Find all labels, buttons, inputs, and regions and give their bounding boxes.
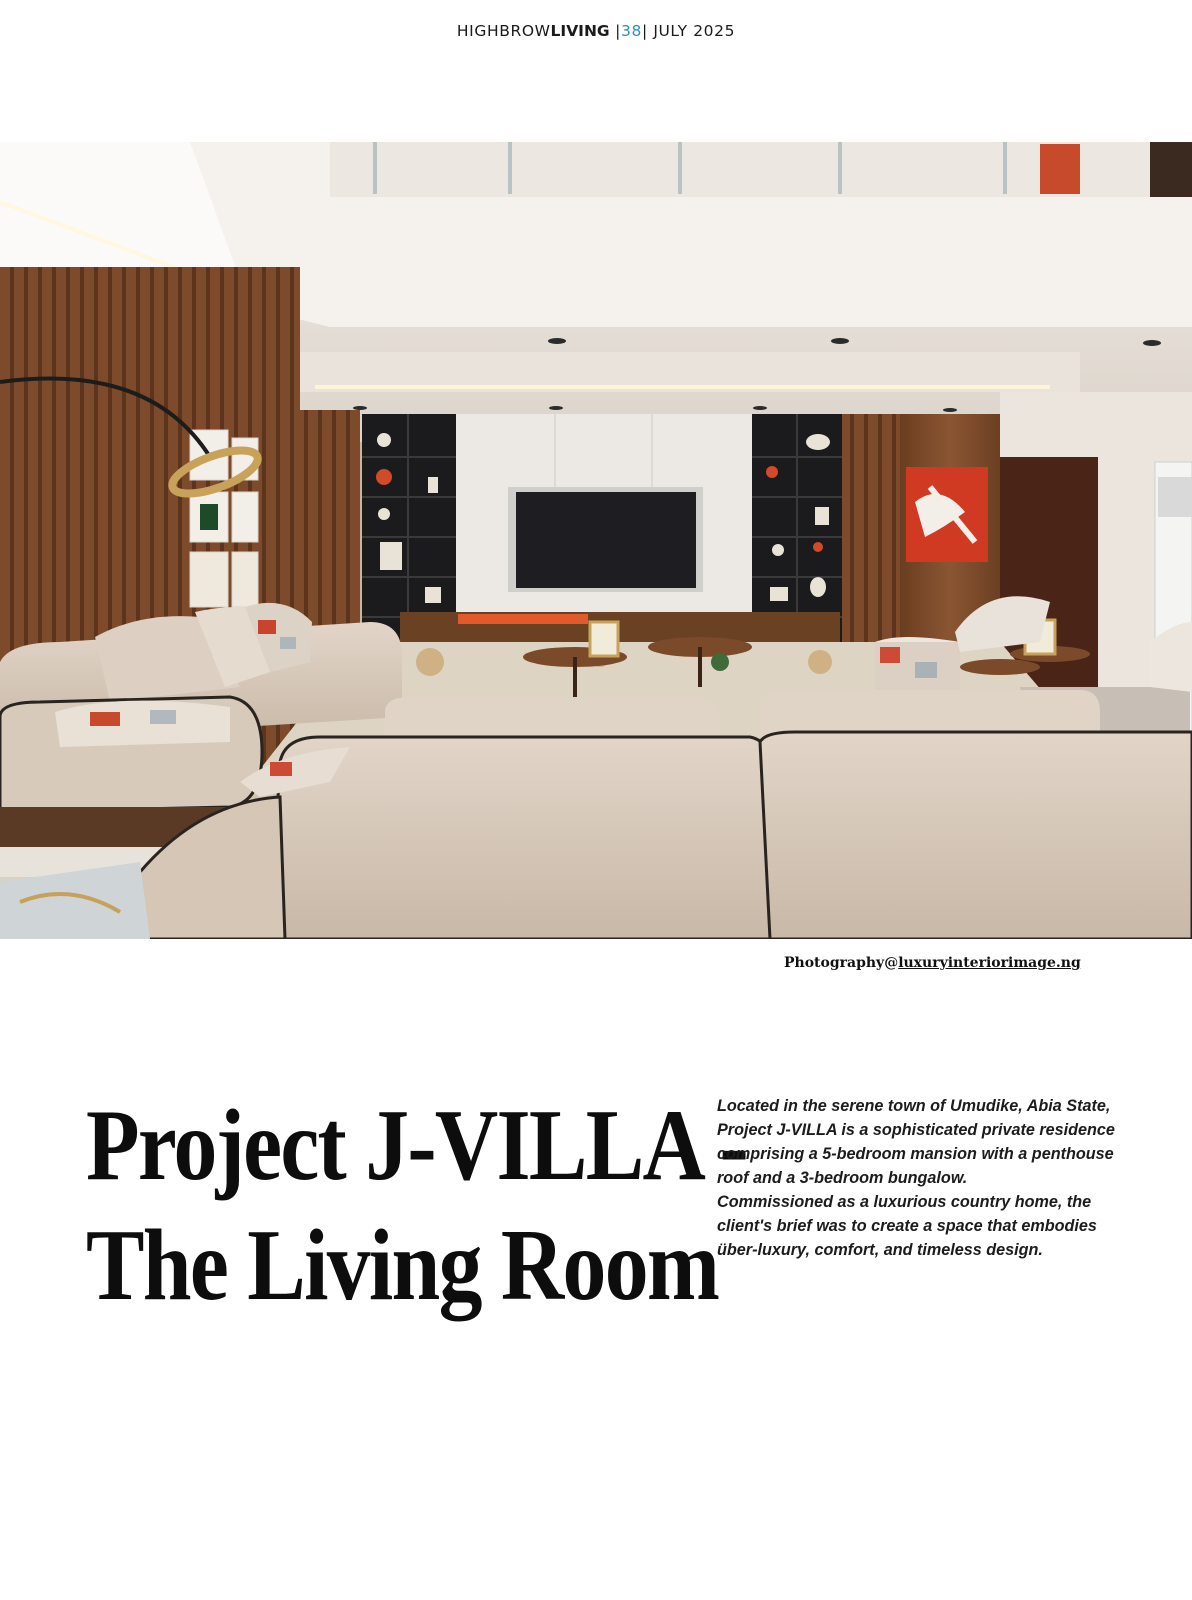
photo-credit [784,955,1081,971]
photo-credit-handle: luxuryinteriorimage.ng [898,955,1081,971]
page-number: 38 [621,22,642,40]
article-title [86,1086,748,1326]
separator-left: | [609,22,622,40]
brand-regular: HIGHBROW [456,22,551,40]
separator-right: | [641,22,654,40]
brand-bold: LIVING [550,22,610,40]
photo-credit-prefix: Photography@ [784,955,899,971]
intro-paragraph-1: Located in the serene town of Umudike, Abia State, Project J-VILLA is a sophisticated private residence comprising a 5-bedroom mansion with a penthouse roof and a 3-bedroom bungalow. [717,1097,1115,1187]
issue-date: JULY 2025 [653,22,736,40]
article-title-line-1: Project J-VILLA - [86,1089,748,1202]
intro-paragraph-2: Commissioned as a luxurious country home, the client's brief was to create a space that embodies über-luxury, comfort, and timeless design. [717,1193,1097,1259]
running-header [0,22,1192,40]
article-intro [717,1094,1137,1262]
hero-photo [0,142,1192,939]
living-room-illustration [0,142,1192,939]
article-title-line-2: The Living Room [86,1209,719,1322]
